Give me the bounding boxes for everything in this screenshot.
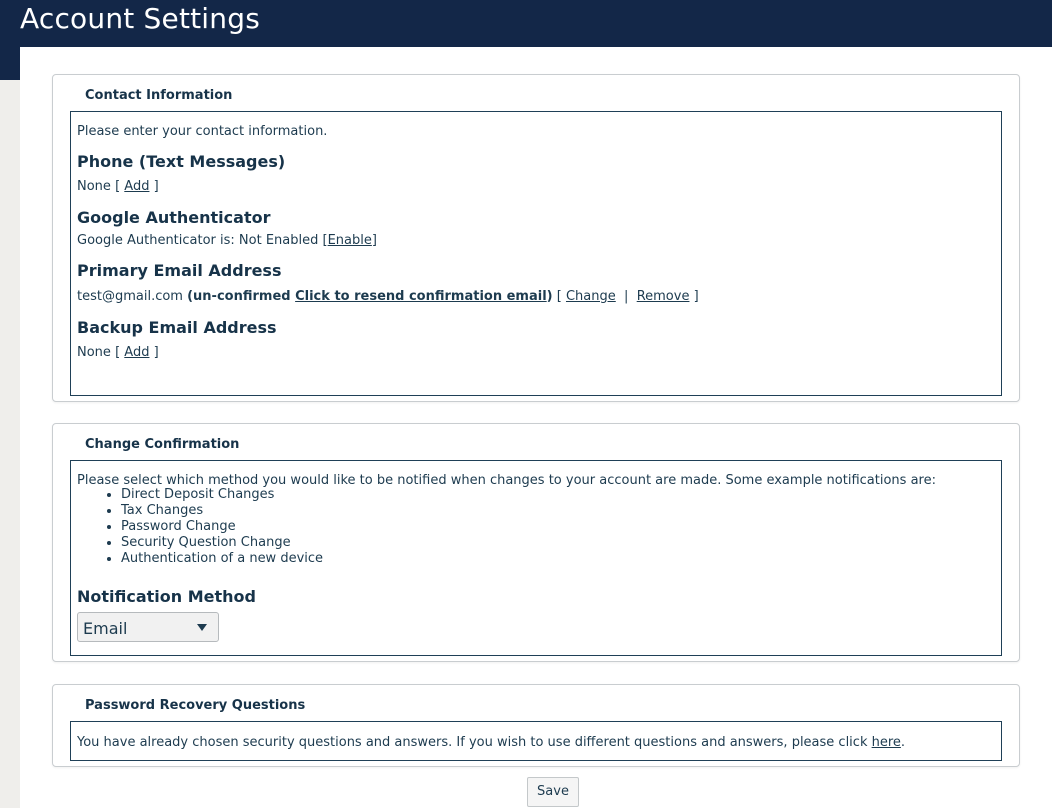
google-authenticator-row	[77, 233, 377, 248]
page-title: Account Settings	[20, 2, 260, 35]
enable-authenticator-link[interactable]: Enable	[327, 233, 372, 248]
remove-email-link[interactable]: Remove	[636, 289, 690, 304]
add-backup-email-link[interactable]: Add	[124, 345, 150, 360]
recovery-end: .	[900, 735, 906, 750]
bracket-close: ]	[371, 233, 377, 248]
change-confirmation-panel	[52, 423, 1020, 662]
change-email-link[interactable]: Change	[565, 289, 616, 304]
bracket-close: ]	[693, 289, 699, 304]
panel-title-change-confirmation: Change Confirmation	[85, 437, 240, 452]
link-separator: |	[624, 289, 629, 304]
notification-examples-list	[77, 487, 323, 567]
recovery-row	[77, 735, 905, 750]
notification-method-heading: Notification Method	[77, 587, 256, 606]
panel-title-password-recovery: Password Recovery Questions	[85, 698, 306, 713]
phone-heading: Phone (Text Messages)	[77, 152, 286, 171]
backup-email-value: None	[77, 345, 111, 360]
password-recovery-body	[70, 721, 1002, 761]
google-authenticator-heading: Google Authenticator	[77, 208, 271, 227]
main-content	[20, 47, 1052, 808]
bracket-close: ]	[153, 179, 159, 194]
bracket-open: [	[556, 289, 562, 304]
phone-value: None	[77, 179, 111, 194]
selected-method: Email	[83, 619, 128, 638]
bracket-close: ]	[153, 345, 159, 360]
backup-email-heading: Backup Email Address	[77, 318, 277, 337]
change-confirmation-body	[70, 460, 1002, 656]
primary-email-heading: Primary Email Address	[77, 261, 282, 280]
bracket-open: [	[115, 179, 121, 194]
unconfirmed-label: (un-confirmed	[187, 289, 291, 304]
unconfirmed-status	[187, 289, 553, 304]
list-item: • Authentication of a new device	[121, 551, 323, 567]
contact-information-panel	[52, 74, 1020, 402]
bracket-open: [	[322, 233, 328, 248]
notification-method-select[interactable]	[77, 612, 219, 642]
list-item: • Direct Deposit Changes	[121, 487, 323, 503]
panel-title-contact: Contact Information	[85, 88, 233, 103]
list-item: • Tax Changes	[121, 503, 323, 519]
add-phone-link[interactable]: Add	[124, 179, 150, 194]
backup-email-row	[77, 345, 159, 360]
unconfirmed-close: )	[546, 289, 553, 304]
save-button[interactable]: Save	[527, 777, 579, 807]
caret-down-icon	[197, 624, 207, 631]
contact-intro: Please enter your contact information.	[77, 124, 328, 139]
primary-email-row	[77, 289, 699, 304]
recovery-here-link[interactable]: here	[871, 735, 901, 750]
google-authenticator-status: Google Authenticator is: Not Enabled	[77, 233, 319, 248]
phone-row	[77, 179, 159, 194]
resend-confirmation-link[interactable]: Click to resend confirmation email	[295, 289, 547, 304]
contact-information-body	[70, 111, 1002, 396]
confirmation-intro: Please select which method you would like to be notified when changes to your account are made. Some example notifications are:	[77, 473, 936, 488]
bracket-open: [	[115, 345, 121, 360]
list-item: • Password Change	[121, 519, 323, 535]
password-recovery-panel	[52, 684, 1020, 767]
recovery-text: You have already chosen security questions and answers. If you wish to use different questions and answers, please click	[77, 735, 868, 750]
primary-email-value: test@gmail.com	[77, 289, 183, 304]
list-item: • Security Question Change	[121, 535, 323, 551]
